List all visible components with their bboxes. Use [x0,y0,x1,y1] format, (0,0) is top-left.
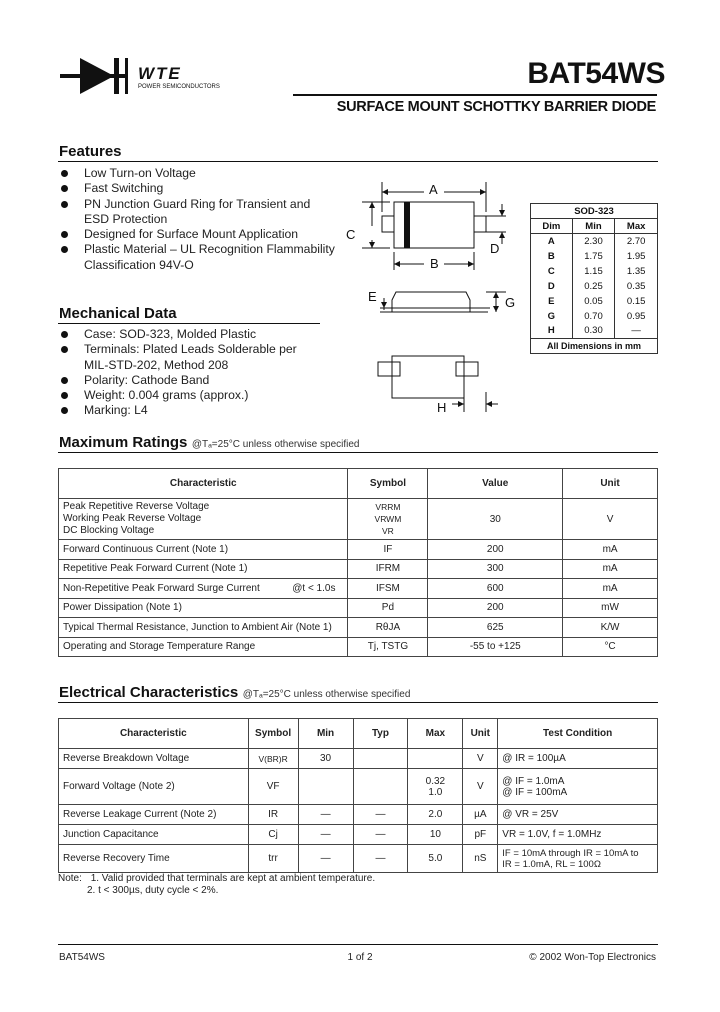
footer-part-number: BAT54WS [59,952,105,963]
col-typ: Typ [353,719,408,749]
table-row [59,559,658,579]
value-cell: 625 [428,618,563,638]
brand-subtitle: POWER SEMICONDUCTORS [138,84,220,90]
table-row [59,769,658,805]
title-rule [293,94,657,96]
char-line: Peak Repetitive Reverse Voltage [63,501,210,512]
dim-max: 2.70 [626,235,646,247]
unit-cell: mA [563,579,658,599]
max-cell: 10 [408,825,463,845]
max-ratings-heading [59,434,359,452]
mechanical-item: Marking: L4 [58,403,348,418]
test-cell [498,769,658,805]
col-symbol: Symbol [248,719,298,749]
min-header: Min [572,219,615,234]
feature-item: Low Turn-on Voltage [58,166,348,181]
char-cond: @t < 1.0s [292,582,336,594]
table-row [59,845,658,873]
electrical-title: Electrical Characteristics [59,684,239,701]
footer-rule [58,944,658,945]
characteristic-cell [59,579,348,599]
features-list [58,166,348,273]
max-cell [408,749,463,769]
symbol-cell: IFRM [348,559,428,579]
unit-cell: mW [563,598,658,618]
dim-max: 0.15 [626,295,646,307]
col-unit: Unit [563,469,658,499]
dim-row [531,279,658,294]
dim-label-e: E [368,289,377,304]
dim-max: 1.35 [626,265,646,277]
min-cell: — [298,845,353,873]
char-text: Non-Repetitive Peak Forward Surge Current [63,582,260,594]
notes-label: Note: [58,873,82,884]
feature-item: ESD Protection [84,211,168,226]
package-outline-drawing [340,178,520,418]
mechanical-item: Polarity: Cathode Band [58,373,348,388]
min-cell [298,769,353,805]
table-row [59,579,658,599]
characteristic-cell: Reverse Recovery Time [59,845,249,873]
dim-max: — [631,325,641,337]
symbol-cell: VF [248,769,298,805]
feature-item: Plastic Material – UL Recognition Flammability [58,242,348,257]
col-max: Max [408,719,463,749]
dim-table-caption: SOD-323 [531,204,658,219]
dim-table-footer: All Dimensions in mm [531,339,658,354]
dim-label-c: C [346,227,356,242]
table-row [59,825,658,845]
document-title: SURFACE MOUNT SCHOTTKY BARRIER DIODE [336,99,656,115]
char-line: DC Blocking Voltage [63,525,155,536]
mechanical-rule [58,323,320,324]
unit-cell: V [463,749,498,769]
typ-cell: — [353,805,408,825]
test-line: @ IF = 1.0mA [502,775,565,787]
dim-cell: E [531,294,573,309]
part-number: BAT54WS [527,57,665,90]
dim-row [531,264,658,279]
symbol-line: VRRM [375,502,401,512]
feature-item: Fast Switching [58,181,348,196]
table-row [59,540,658,560]
dim-label-d: D [490,241,500,256]
characteristic-cell [59,598,348,618]
company-logo [58,52,218,98]
value-cell: 600 [428,579,563,599]
dim-max: 0.35 [626,280,646,292]
col-value: Value [428,469,563,499]
dim-min: 0.70 [572,309,615,324]
mechanical-item: Case: SOD-323, Molded Plastic [58,327,348,342]
min-cell: — [298,825,353,845]
dim-min: 1.75 [572,249,615,264]
copyright: © 2002 Won-Top Electronics [529,952,656,963]
dimension-table [530,203,658,354]
dim-row [531,249,658,264]
characteristic-cell: Reverse Leakage Current (Note 2) [59,805,249,825]
value-cell: 200 [428,540,563,560]
table-row [59,637,658,657]
test-line: @ IF = 100mA [502,786,568,798]
unit-cell: V [463,769,498,805]
max-ratings-title: Maximum Ratings [59,434,188,451]
dim-row [531,309,658,324]
feature-item: PN Junction Guard Ring for Transient and [58,197,348,212]
max-ratings-rule [58,452,658,453]
dim-label-h: H [437,400,447,415]
table-row [59,805,658,825]
mechanical-list [58,327,348,419]
test-cell: @ IR = 100µA [498,749,658,769]
max-cell [408,769,463,805]
symbol-cell: trr [248,845,298,873]
col-test-condition: Test Condition [498,719,658,749]
max-cell: 5.0 [408,845,463,873]
max-ratings-table [58,468,658,657]
dim-cell: D [531,279,573,294]
dim-cell: H [531,324,573,339]
symbol-cell: V(BR)R [248,749,298,769]
dim-min: 0.05 [572,294,615,309]
max-ratings-condition: @Tₐ=25°C unless otherwise specified [191,439,360,450]
dim-cell: C [531,264,573,279]
typ-cell: — [353,845,408,873]
test-cell: VR = 1.0V, f = 1.0MHz [498,825,658,845]
test-line: IR = 1.0mA, RL = 100Ω [502,858,601,870]
max-header: Max [615,219,658,234]
characteristic-cell [59,618,348,638]
notes [58,873,375,885]
symbol-cell: RθJA [348,618,428,638]
characteristic-cell: Junction Capacitance [59,825,249,845]
unit-cell: mA [563,540,658,560]
dim-cell: A [531,234,573,249]
unit-cell: V [563,499,658,540]
dim-label-b: B [430,256,439,271]
value-cell: 200 [428,598,563,618]
test-line: IF = 10mA through IR = 10mA to [502,847,639,859]
char-text: Typical Thermal Resistance, Junction to Ambient Air (Note 1) [63,621,332,633]
mechanical-item: MIL-STD-202, Method 208 [84,357,229,372]
table-row [59,749,658,769]
dim-max: 0.95 [626,310,646,322]
char-text: Power Dissipation (Note 1) [63,602,182,614]
electrical-rule [58,702,658,703]
col-symbol: Symbol [348,469,428,499]
characteristic-cell [59,637,348,657]
min-cell: — [298,805,353,825]
page-number: 1 of 2 [347,952,373,963]
value-cell: -55 to +125 [428,637,563,657]
dim-min: 0.30 [572,324,615,339]
unit-cell: mA [563,559,658,579]
symbol-line: VRWM [374,514,402,524]
typ-cell: — [353,825,408,845]
symbol-cell: Cj [248,825,298,845]
mechanical-item: Terminals: Plated Leads Solderable per [58,342,348,357]
col-characteristic: Characteristic [59,469,348,499]
col-min: Min [298,719,353,749]
dim-label-a: A [429,182,438,197]
unit-cell: pF [463,825,498,845]
dim-cell: B [531,249,573,264]
max-line: 1.0 [428,786,443,798]
feature-item: Classification 94V-O [84,257,194,272]
typ-cell [353,749,408,769]
dim-min: 2.30 [572,234,615,249]
value-cell: 300 [428,559,563,579]
table-row [59,499,658,540]
dim-row [531,324,658,339]
unit-cell: µA [463,805,498,825]
characteristic-cell [59,499,348,540]
characteristic-cell: Reverse Breakdown Voltage [59,749,249,769]
dim-min: 0.25 [572,279,615,294]
max-line: 0.32 [425,775,446,787]
char-line: Working Peak Reverse Voltage [63,513,202,524]
characteristic-cell [59,559,348,579]
electrical-condition: @Tₐ=25°C unless otherwise specified [242,689,411,700]
unit-cell: K/W [563,618,658,638]
table-row [59,618,658,638]
col-unit: Unit [463,719,498,749]
typ-cell [353,769,408,805]
char-text: Repetitive Peak Forward Current (Note 1) [63,563,248,575]
mechanical-item: Weight: 0.004 grams (approx.) [58,388,348,403]
features-title: Features [59,143,122,160]
dim-label-g: G [505,295,516,310]
dim-header: Dim [531,219,573,234]
char-text: Operating and Storage Temperature Range [63,641,256,653]
mechanical-title: Mechanical Data [59,305,177,322]
unit-cell: °C [563,637,658,657]
symbol-cell: IF [348,540,428,560]
electrical-table [58,718,658,873]
characteristic-cell: Forward Voltage (Note 2) [59,769,249,805]
dim-row [531,294,658,309]
electrical-heading [59,684,410,702]
symbol-cell: Pd [348,598,428,618]
unit-cell: nS [463,845,498,873]
symbol-cell: Tj, TSTG [348,637,428,657]
characteristic-cell [59,540,348,560]
brand-name: WTE [138,64,182,83]
symbol-line: VR [382,526,394,536]
test-cell [498,845,658,873]
char-text: Forward Continuous Current (Note 1) [63,543,229,555]
symbol-cell: IFSM [348,579,428,599]
table-row [59,598,658,618]
test-cell: @ VR = 25V [498,805,658,825]
symbol-cell: IR [248,805,298,825]
dim-cell: G [531,309,573,324]
symbol-cell [348,499,428,540]
dim-max: 1.95 [626,250,646,262]
col-characteristic: Characteristic [59,719,249,749]
max-cell: 2.0 [408,805,463,825]
dim-min: 1.15 [572,264,615,279]
value-cell: 30 [428,499,563,540]
note-item: 1. Valid provided that terminals are kept at ambient temperature. [90,873,376,884]
dim-row [531,234,658,249]
feature-item: Designed for Surface Mount Application [58,227,348,242]
min-cell: 30 [298,749,353,769]
note-item: 2. t < 300µs, duty cycle < 2%. [87,885,219,896]
features-rule [58,161,658,162]
